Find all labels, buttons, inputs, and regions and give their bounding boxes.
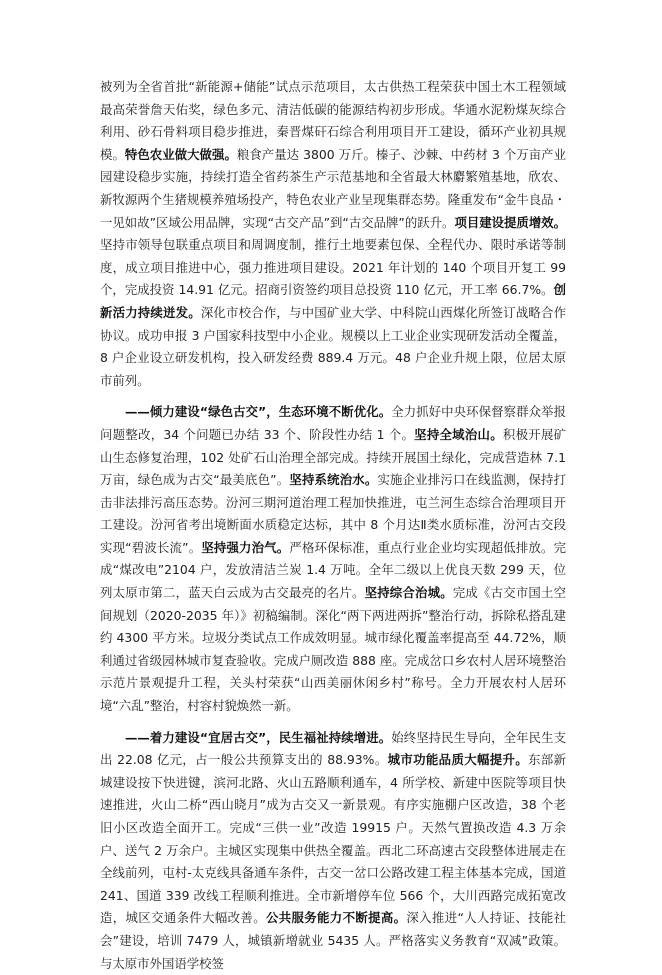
body-text: 严格环保标准，重点行业企业均实现超低排放。完成“煤改电”2104 户，发放清洁兰炭 1.4 万吨。全年二级以上优良天数 299 天，位列太原市第二，蓝天白云成为古交最亮的名片。 — [100, 539, 567, 601]
body-text: 深化市校合作，与中国矿业大学、中科院山西煤化所签订战略合作协议。成功申报 3 户国家科技型中小企业。规模以上工业企业实现研发活动全覆盖，8 户企业设立研发机构，投入研发经费 889.4 万元。48 户企业升规上限，位居太原市前列。 — [100, 304, 567, 388]
bold-heading: 创新活力持续迸发。 — [100, 282, 566, 320]
body-text: 始终坚持民生导向，全年民生支出 22.08 亿元，占一般公共预算支出的 88.93%。 — [100, 729, 566, 768]
paragraph-industry — [100, 76, 566, 392]
bold-heading: 项目建设提质增效。 — [454, 214, 566, 230]
body-text: 实施企业排污口在线监测，保持打击非法排污高压态势。汾河三期河道治理工程加快推进，屯兰河生态综合治理项目开工建设。汾河省考出境断面水质稳定达标，其中 8 个月达Ⅱ类水质标准，汾河古交段实现“碧波长流”。 — [100, 472, 566, 555]
body-text: 积极开展矿山生态修复治理，102 处矿石山治理全部完成。持续开展国土绿化，完成营造林 7.1 万亩，绿色成为古交“最美底色”。 — [100, 426, 567, 488]
paragraph-livable-gujiao — [100, 727, 566, 975]
body-text: 东部新城建设按下快进键，滨河北路、火山五路顺利通车，4 所学校、新建中医院等项目快速推进，火山二桥“西山晓月”成为古交又一新景观。有序实施棚户区改造，38 个老旧小区改造全面开工。完成“三供一业”改造 19915 户。天然气置换改造 4.3 万余户、送气 2 万余户。主城区实现集中供热全覆盖。西北二环高速古交段整体进展走在全线前列，屯村-太克线具备通车条件，古交一岔口公路改建工程主体基本完成，国道 241、国道 339 改线工程顺利推进。全市新增停车位 566 个，大川西路完成拓宽改造，城区交通条件大幅改善。 — [100, 752, 566, 926]
bold-heading: ——着力建设“宜居古交”，民生福祉持续增进。 — [125, 729, 392, 745]
bold-heading: 坚持全域治山。 — [414, 426, 503, 442]
bold-heading: 城市功能品质大幅提升。 — [387, 752, 529, 768]
paragraph-green-gujiao — [100, 401, 566, 717]
body-text: 被列为全省首批“新能源+储能”试点示范项目，太古供热工程荣获中国土木工程领域最高荣誉詹天佑奖，绿色多元、清洁低碳的能源结构初步形成。华通水泥粉煤灰综合利用、砂石骨料项目稳步推进，秦晋煤矸石综合利用项目开工建设，循环产业初具规模。 — [100, 79, 566, 162]
bold-heading: 坚持综合治城。 — [364, 585, 453, 601]
body-text: 深入推进“人人持证、技能社会”建设，培训 7479 人，城镇新增就业 5435 人。严格落实义务教育“双减”政策。与太原市外国语学校签 — [100, 910, 567, 971]
bold-heading: ——倾力建设“绿色古交”，生态环境不断优化。 — [125, 404, 392, 420]
body-text: 完成《古交市国土空间规划（2020-2035 年）》初稿编制。深化“两下两进两拆”整治行动，拆除私搭乱建约 4300 平方米。垃圾分类试点工作成效明显。城市绿化覆盖率提高至 44.72%，顺利通过省级园林城市复查验收。完成户厕改造 888 座。完成岔口乡农村人居环境整治示范片景观提升工程，关头村荣获“山西美丽休闲乡村”称号。全力开展农村人居环境“六乱”整治，村容村貌焕然一新。 — [100, 585, 567, 714]
bold-heading: 坚持强力治气。 — [201, 539, 290, 555]
bold-heading: 公共服务能力不断提高。 — [265, 910, 407, 926]
bold-heading: 坚持系统治水。 — [289, 472, 378, 488]
body-text: 全力抓好中央环保督察群众举报问题整改，34 个问题已办结 33 个、阶段性办结 1 个。 — [100, 404, 566, 442]
body-text: 粮食产量达 3800 万斤。榛子、沙棘、中药材 3 个万亩产业园建设稳步实施，持续打造全省药茶生产示范基地和全省最大林麝繁殖基地，欣农、新牧源两个生猪规模养殖场投产，特色农业产业呈现集群态势。隆重发布“金牛良品・一见如故”区域公用品牌，实现“古交产品”到“古交品牌”的跃升。 — [100, 146, 567, 230]
bold-heading: 特色农业做大做强。 — [124, 146, 237, 162]
body-text: 坚持市领导包联重点项目和周调度制，推行土地要素包保、全程代办、限时承诺等制度，成立项目推进中心，强力推进项目建设。2021 年计划的 140 个项目开复工 99 个，完成投资 14.91 亿元。招商引资签约项目总投资 110 亿元，开工率 66.7%。 — [100, 237, 566, 298]
document-page — [100, 76, 566, 975]
